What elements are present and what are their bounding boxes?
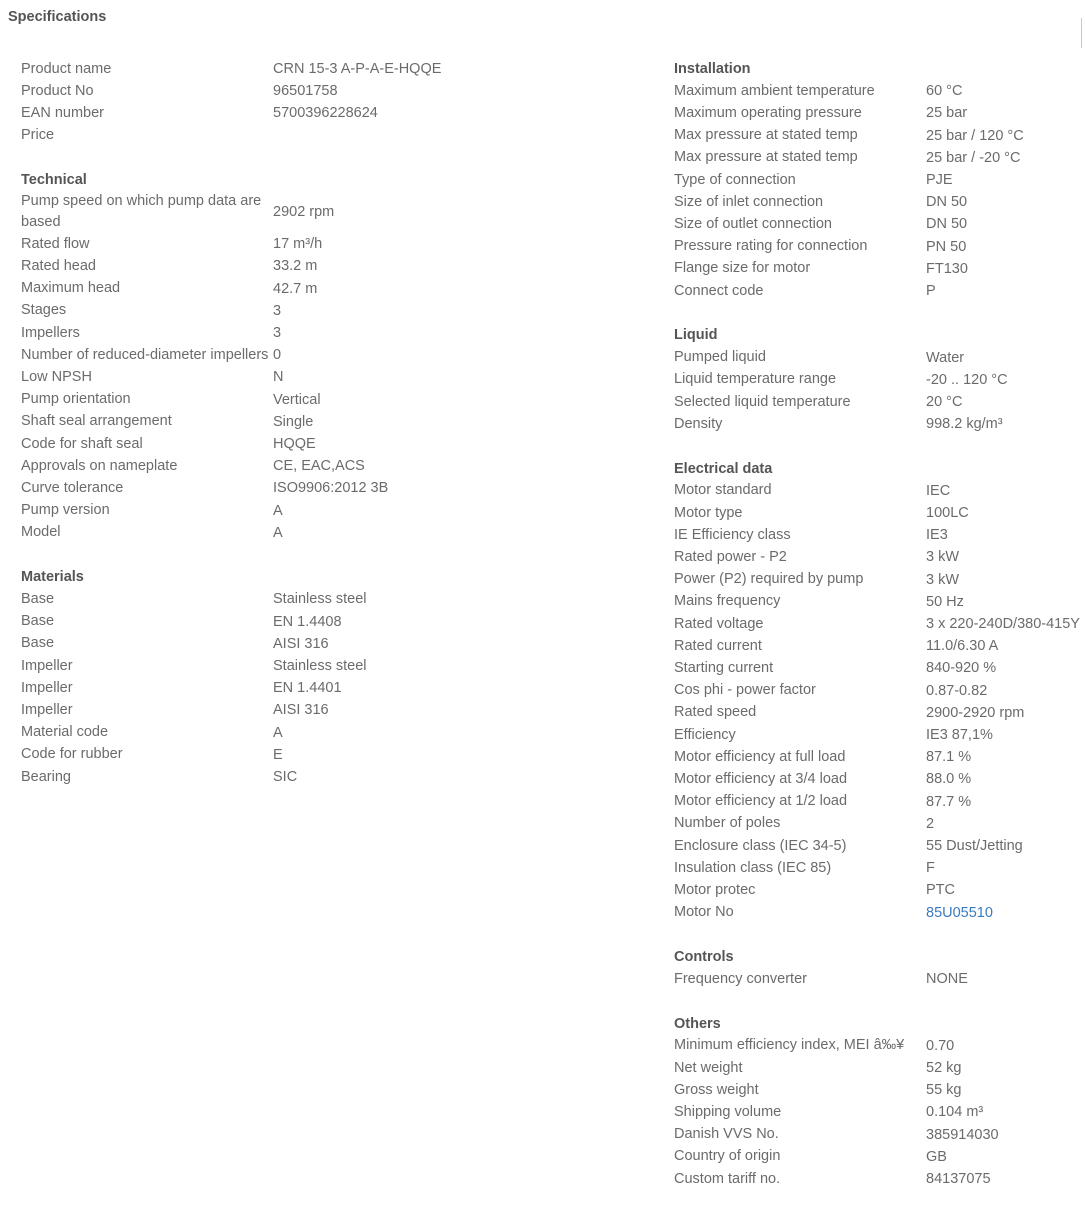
spec-value: NONE (926, 971, 968, 988)
spec-value: 385914030 (926, 1126, 999, 1143)
spec-label: Pump orientation (21, 391, 131, 408)
spec-label: Motor type (674, 504, 743, 521)
spec-value: 55 kg (926, 1082, 962, 1099)
spec-row (21, 411, 421, 433)
spec-row (21, 611, 421, 633)
spec-value: 3 (273, 324, 282, 341)
spec-label: Material code (21, 724, 109, 741)
spec-section-materials (21, 566, 421, 788)
spec-row (674, 347, 1085, 369)
section-heading: Controls (674, 949, 734, 966)
spec-value: 100LC (926, 504, 969, 521)
spec-row (674, 369, 1085, 391)
spec-label: Motor No (674, 904, 734, 921)
spec-value: 87.1 % (926, 749, 972, 766)
spec-row (21, 102, 421, 124)
spec-value: FT130 (926, 260, 968, 277)
spec-row (674, 1168, 1085, 1190)
spec-row (21, 278, 421, 300)
spec-row (21, 389, 421, 411)
spec-row (21, 633, 421, 655)
spec-label: Number of poles (674, 815, 781, 832)
spec-label: Gross weight (674, 1081, 759, 1098)
spec-row (674, 724, 1085, 746)
spec-label: Bearing (21, 768, 71, 785)
spec-label: Liquid temperature range (674, 371, 837, 388)
spec-row (21, 744, 421, 766)
spec-row (21, 300, 421, 322)
spec-label: Starting current (674, 660, 774, 676)
spec-row (674, 80, 1085, 102)
spec-row (674, 1124, 1085, 1146)
spec-label: Low NPSH (21, 368, 92, 385)
spec-value: 3 kW (926, 571, 960, 588)
spec-row (21, 722, 421, 744)
spec-value: 0.104 m³ (926, 1104, 984, 1121)
spec-row (674, 480, 1085, 502)
spec-label: Size of inlet connection (674, 193, 824, 210)
section-heading: Liquid (674, 327, 718, 344)
spec-value: -20 .. 120 °C (926, 371, 1008, 388)
spec-row (674, 280, 1085, 302)
section-heading: Others (674, 1015, 721, 1032)
spec-label: Selected liquid temperature (674, 393, 851, 410)
spec-value: 25 bar / 120 °C (926, 127, 1024, 144)
spec-row (674, 791, 1085, 813)
spec-label: Pressure rating for connection (674, 238, 868, 255)
spec-row (21, 58, 442, 80)
spec-section-technical (21, 169, 421, 544)
spec-value: Vertical (273, 391, 321, 408)
spec-value: PJE (926, 172, 953, 188)
spec-value: PN 50 (926, 238, 967, 255)
spec-value: CRN 15-3 A-P-A-E-HQQE (273, 61, 442, 77)
spec-label: Minimum efficiency index, MEI â‰¥ (674, 1037, 905, 1054)
spec-value: 3 kW (926, 549, 960, 566)
spec-row (21, 191, 421, 233)
spec-row (674, 1101, 1085, 1123)
spec-row (21, 455, 421, 477)
spec-label: Rated current (674, 637, 762, 654)
spec-row (674, 258, 1085, 280)
spec-value: 2 (926, 815, 935, 832)
spec-label: Base (21, 635, 55, 652)
spec-row (674, 236, 1085, 258)
spec-row (674, 546, 1085, 568)
spec-value: 84137075 (926, 1171, 991, 1188)
spec-value: 52 kg (926, 1060, 962, 1076)
spec-label: Code for shaft seal (21, 435, 143, 452)
spec-row (21, 125, 421, 147)
spec-label: Impeller (21, 701, 73, 718)
page-title: Specifications (8, 9, 107, 25)
spec-value: 50 Hz (926, 593, 964, 610)
spec-label: Flange size for motor (674, 260, 811, 277)
spec-value: CE, EAC,ACS (273, 458, 365, 475)
spec-label: Size of outlet connection (674, 216, 832, 232)
spec-label: Stages (21, 302, 67, 319)
spec-value: 87.7 % (926, 793, 972, 810)
spec-row (21, 433, 421, 455)
spec-value: A (273, 524, 283, 541)
spec-value: 17 m³/h (273, 236, 323, 253)
spec-value: IE3 (926, 527, 948, 544)
spec-row (674, 169, 1085, 191)
spec-label: Motor protec (674, 882, 756, 899)
section-heading: Technical (21, 171, 87, 188)
spec-label: Maximum head (21, 280, 121, 297)
spec-value: AISI 316 (273, 702, 329, 719)
spec-row (674, 591, 1085, 613)
spec-label: Rated flow (21, 235, 90, 252)
spec-label: Pump version (21, 502, 110, 519)
spec-label: Power (P2) required by pump (674, 571, 864, 588)
spec-label: Maximum ambient temperature (674, 82, 875, 99)
spec-row (674, 191, 1085, 213)
spec-value: 33.2 m (273, 258, 318, 275)
spec-row (674, 1146, 1085, 1168)
spec-row (674, 102, 1085, 124)
spec-section-general (21, 58, 442, 147)
spec-row (21, 366, 421, 388)
spec-value: DN 50 (926, 216, 968, 233)
spec-row (674, 524, 1085, 546)
spec-value: HQQE (273, 435, 316, 452)
spec-row (674, 213, 1085, 235)
spec-label: Number of reduced-diameter impellers (21, 346, 269, 363)
spec-label: Product No (21, 82, 94, 99)
spec-value: 998.2 kg/m³ (926, 416, 1003, 433)
spec-label: Maximum operating pressure (674, 104, 862, 121)
scrollbar-edge (1081, 18, 1082, 48)
spec-row (674, 657, 1085, 679)
spec-label: Rated power - P2 (674, 548, 787, 565)
spec-label: Country of origin (674, 1148, 781, 1165)
spec-row (674, 391, 1085, 413)
spec-label: Max pressure at stated temp (674, 127, 858, 144)
spec-label: Pump speed on which pump data are based (21, 193, 262, 231)
spec-value: F (926, 860, 935, 877)
spec-value: Water (926, 349, 965, 366)
spec-row (674, 613, 1085, 635)
spec-value: PTC (926, 882, 955, 899)
spec-label: Product name (21, 60, 112, 77)
spec-section-liquid (674, 324, 1085, 435)
spec-label: Danish VVS No. (674, 1126, 779, 1143)
spec-value: E (273, 746, 283, 763)
spec-label: Density (674, 415, 723, 432)
spec-row (674, 680, 1085, 702)
spec-label: Impellers (21, 324, 80, 341)
spec-row (674, 1057, 1085, 1079)
spec-value: IE3 87,1% (926, 727, 993, 744)
spec-row (21, 588, 421, 610)
spec-value: SIC (273, 768, 298, 785)
spec-label: Shaft seal arrangement (21, 413, 172, 430)
spec-row (21, 322, 421, 344)
spec-row (674, 125, 1085, 147)
spec-label: Cos phi - power factor (674, 682, 816, 699)
spec-row (21, 699, 421, 721)
spec-label: Rated head (21, 257, 96, 274)
spec-row (674, 702, 1085, 724)
section-heading: Materials (21, 569, 84, 586)
spec-value: 60 °C (926, 83, 963, 100)
spec-row (21, 255, 421, 277)
spec-value: 55 Dust/Jetting (926, 838, 1023, 855)
spec-label: Frequency converter (674, 970, 807, 987)
spec-row (21, 80, 421, 102)
spec-value: 96501758 (273, 83, 338, 100)
spec-row (674, 1035, 1085, 1057)
spec-value: ISO9906:2012 3B (273, 480, 389, 497)
spec-row (21, 766, 421, 788)
spec-label: Connect code (674, 282, 764, 299)
spec-row (21, 233, 421, 255)
spec-value: Stainless steel (273, 591, 367, 608)
spec-value: Stainless steel (273, 657, 367, 674)
spec-section-controls (674, 946, 1085, 990)
spec-value: 3 (273, 302, 282, 319)
spec-row (674, 147, 1085, 169)
spec-label: Enclosure class (IEC 34-5) (674, 837, 847, 854)
spec-value: N (273, 369, 284, 386)
spec-value: A (273, 502, 283, 519)
spec-label: Max pressure at stated temp (674, 149, 858, 166)
spec-label: Code for rubber (21, 746, 123, 763)
spec-label: Net weight (674, 1059, 743, 1076)
spec-value: 42.7 m (273, 280, 318, 297)
spec-label: Curve tolerance (21, 479, 124, 496)
spec-section-installation (674, 58, 1085, 302)
spec-row (21, 522, 421, 544)
spec-row (674, 813, 1085, 835)
spec-value: P (926, 283, 936, 300)
spec-row (21, 655, 421, 677)
spec-row (21, 477, 421, 499)
spec-section-electrical-data (674, 458, 1085, 924)
spec-label: Impeller (21, 679, 73, 696)
spec-label: Rated speed (674, 704, 757, 721)
spec-label: Motor standard (674, 482, 772, 499)
spec-row (674, 902, 1085, 924)
spec-row (674, 768, 1085, 790)
spec-value: EN 1.4401 (273, 680, 342, 697)
spec-row (21, 677, 421, 699)
spec-row (674, 635, 1085, 657)
spec-value: IEC (926, 482, 951, 499)
spec-value: 2900-2920 rpm (926, 704, 1025, 721)
spec-value: 0.70 (926, 1037, 955, 1054)
spec-row (674, 502, 1085, 524)
section-heading: Electrical data (674, 460, 773, 477)
spec-label: Shipping volume (674, 1104, 782, 1120)
spec-row (674, 968, 1085, 990)
spec-label: Type of connection (674, 171, 796, 188)
spec-label: Mains frequency (674, 593, 781, 610)
spec-label: Rated voltage (674, 615, 764, 632)
section-heading: Installation (674, 61, 751, 77)
spec-row (674, 746, 1085, 768)
spec-label: Pumped liquid (674, 349, 766, 366)
spec-label: Insulation class (IEC 85) (674, 859, 832, 876)
spec-label: Model (21, 524, 61, 541)
spec-value: 0 (273, 347, 282, 364)
spec-label: Base (21, 590, 55, 607)
motor-number-link[interactable]: 85U05510 (926, 904, 993, 921)
spec-value: 0.87-0.82 (926, 682, 988, 699)
spec-label: Custom tariff no. (674, 1170, 781, 1187)
spec-value: 25 bar (926, 105, 968, 122)
spec-label: Efficiency (674, 726, 736, 743)
spec-value: 20 °C (926, 394, 963, 410)
left-spec-column (21, 58, 442, 810)
spec-row (674, 413, 1085, 435)
spec-row (674, 1079, 1085, 1101)
spec-row (21, 500, 421, 522)
spec-value: AISI 316 (273, 635, 329, 652)
spec-value: DN 50 (926, 194, 968, 211)
spec-label: EAN number (21, 104, 105, 121)
spec-row (674, 835, 1085, 857)
spec-row (674, 857, 1085, 879)
spec-section-others (674, 1013, 1085, 1191)
spec-value: A (273, 724, 283, 741)
spec-row (674, 569, 1085, 591)
spec-value: 25 bar / -20 °C (926, 149, 1021, 166)
spec-label: Impeller (21, 657, 73, 674)
spec-value: 11.0/6.30 A (926, 638, 999, 655)
spec-value: 3 x 220-240D/380-415Y (926, 616, 1080, 632)
spec-label: Motor efficiency at 3/4 load (674, 771, 848, 788)
spec-label: IE Efficiency class (674, 526, 791, 543)
spec-label: Motor efficiency at 1/2 load (674, 793, 848, 810)
spec-value (926, 902, 1085, 924)
spec-label: Motor efficiency at full load (674, 748, 846, 765)
spec-label: Price (21, 127, 55, 144)
spec-value: 840-920 % (926, 660, 997, 677)
spec-value: 88.0 % (926, 771, 972, 788)
spec-value: 2902 rpm (273, 204, 335, 221)
spec-row (21, 344, 421, 366)
spec-value: GB (926, 1148, 947, 1165)
right-spec-column (674, 58, 1085, 1212)
spec-value: EN 1.4408 (273, 613, 342, 630)
spec-label: Approvals on nameplate (21, 457, 178, 474)
spec-value: Single (273, 413, 314, 430)
spec-label: Base (21, 613, 55, 630)
spec-row (674, 879, 1085, 901)
spec-value: 5700396228624 (273, 105, 378, 122)
